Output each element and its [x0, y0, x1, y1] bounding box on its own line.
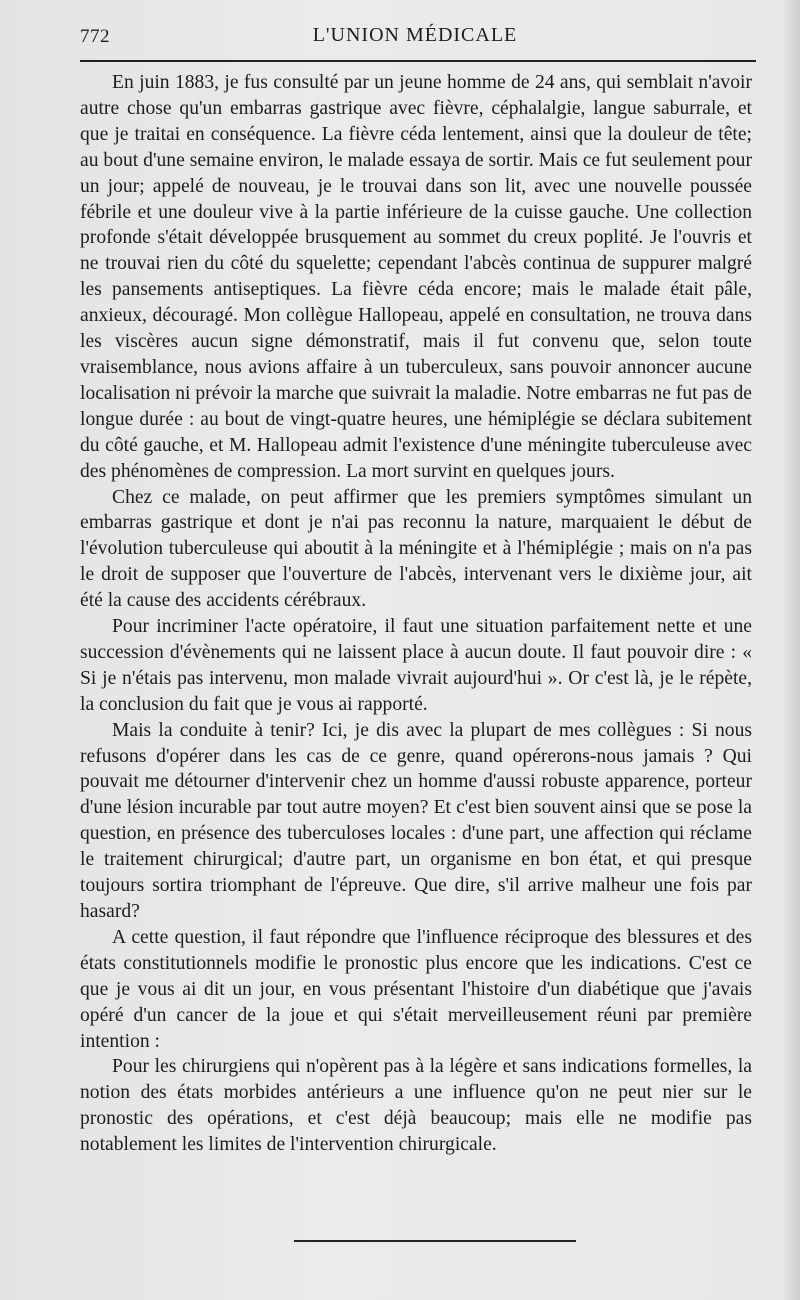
journal-title: L'UNION MÉDICALE — [312, 24, 518, 46]
page-edge-shadow — [782, 0, 800, 1300]
paragraph: Pour incriminer l'acte opératoire, il faut une situation parfaitement nette et une succession d'évènements qui ne laissent place à aucun doute. Il faut pouvoir dire : « Si je n'étais pas intervenu, mon malade vivrait aujourd'hui ». Or c'est là, je le répète, la conclusion du fait que je vous ai rapporté. — [80, 616, 752, 715]
paragraph: Pour les chirurgiens qui n'opèrent pas à la légère et sans indications formelles, la notion des états morbides antérieurs a une influence qu'on ne peut nier sur le pronostic des opérations, et c'est déjà beaucoup; mais elle ne modifie pas notablement les limites de l'intervention chirurgicale. — [80, 1056, 752, 1156]
header-rule — [80, 60, 756, 62]
end-rule — [294, 1240, 576, 1242]
article-body — [80, 70, 752, 1158]
paragraph: Chez ce malade, on peut affirmer que les premiers symptômes simulant un embarras gastrique et dont je n'ai pas reconnu la nature, marquaient le début de l'évolution tuberculeuse qui aboutit à la méningite et à l'hémiplégie ; mais on n'a pas le droit de supposer que l'ouverture de l'abcès, intervenant vers le dixième jour, ait été la cause des accidents cérébraux. — [80, 486, 752, 612]
paragraph: En juin 1883, je fus consulté par un jeune homme de 24 ans, qui semblait n'avoir autre chose qu'un embarras gastrique avec fièvre, céphalalgie, langue saburrale, et que je traitai en conséquence. La fièvre céda lentement, ainsi que la douleur de tête; au bout d'une semaine environ, le malade essaya de sortir. Mais ce fut seulement pour un jour; appelé de nouveau, je le trouvai dans son lit, avec une nouvelle poussée fébrile et une douleur vive à la partie inférieure de la cuisse gauche. Une collection profonde s'était développée brusquement au sommet du creux poplité. Je l'ouvris et ne trouvai rien du côté du squelette; cependant l'abcès continua de suppurer malgré les pansements antiseptiques. La fièvre céda encore; mais le malade était pâle, anxieux, découragé. Mon collègue Hallopeau, appelé en consultation, ne trouva dans les viscères aucun signe démonstratif, mais il fut convenu que, selon toute vraisemblance, nous avions affaire à un tuberculeux, sans pouvoir annoncer aucune localisation ni prévoir la marche que suivrait la maladie. Notre embarras ne fut pas de longue durée : au bout de vingt-quatre heures, une hémiplégie se déclara subitement du côté gauche, et M. Hallopeau admit l'existence d'une méningite tuberculeuse avec des phénomènes de compression. La mort survint en quelques jours. — [80, 72, 752, 482]
paragraph: A cette question, il faut répondre que l'influence réciproque des blessures et des états constitutionnels modifie le pronostic plus encore que les indications. C'est ce que je vous ai dit un jour, en vous présentant l'histoire d'un diabétique que j'avais opéré d'un cancer de la joue et qui s'était merveilleusement réuni par première intention : — [80, 926, 752, 1052]
paragraph: Mais la conduite à tenir? Ici, je dis avec la plupart de mes collègues : Si nous refusons d'opérer dans les cas de ce genre, quand opérerons-nous jamais ? Qui pouvait me détourner d'intervenir chez un homme d'aussi robuste apparence, porteur d'une lésion incurable par tout autre moyen? Et c'est bien souvent ainsi que se pose la question, en présence des tuberculoses locales : d'une part, une affection qui réclame le traitement chirurgical; d'autre part, un organisme en bon état, et qui presque toujours sortira triomphant de l'épreuve. Que dire, s'il arrive malheur une fois par hasard? — [80, 719, 752, 922]
page-number: 772 — [80, 26, 110, 47]
running-header — [80, 22, 750, 54]
